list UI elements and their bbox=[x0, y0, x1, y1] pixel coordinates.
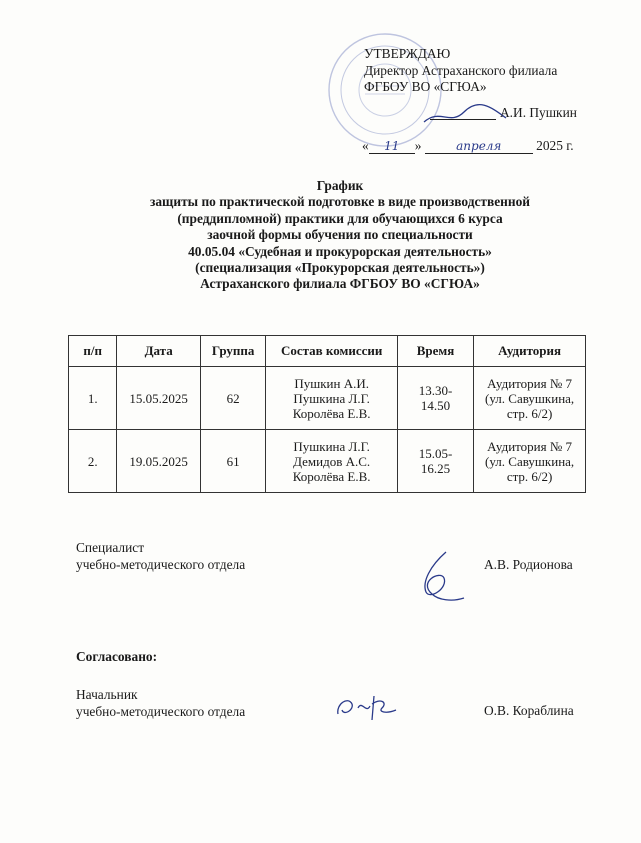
title-line: График bbox=[316, 178, 364, 193]
row-number: 1. bbox=[69, 367, 117, 430]
approval-date bbox=[362, 138, 574, 154]
head-block bbox=[76, 687, 245, 720]
specialist-block bbox=[76, 540, 245, 573]
time-end: 16.25 bbox=[420, 461, 451, 476]
column-header: п/п bbox=[69, 336, 117, 367]
director-signature-line bbox=[430, 119, 496, 120]
time-start: 15.05- bbox=[418, 446, 453, 461]
title-line: (преддипломной) практики для обучающихся 6 курса bbox=[177, 210, 503, 226]
title-line: Астраханского филиала ФГБОУ ВО «СГЮА» bbox=[200, 276, 480, 292]
table-header-row bbox=[69, 336, 586, 367]
table-row bbox=[69, 367, 586, 430]
approval-position: Директор Астраханского филиала bbox=[364, 62, 558, 78]
row-room bbox=[474, 430, 586, 493]
column-header: Аудитория bbox=[474, 336, 586, 367]
room-line: стр. 6/2) bbox=[506, 468, 553, 484]
approval-heading: УТВЕРЖДАЮ bbox=[364, 46, 451, 61]
room-line: (ул. Савушкина, bbox=[485, 390, 575, 406]
commission-member: Пушкина Л.Г. bbox=[293, 438, 370, 454]
head-title: Начальник bbox=[76, 687, 138, 702]
commission-member: Королёва Е.В. bbox=[292, 405, 371, 421]
approval-block bbox=[364, 46, 557, 96]
row-group: 62 bbox=[200, 367, 266, 430]
row-date: 15.05.2025 bbox=[117, 367, 200, 430]
commission-member: Пушкин А.И. bbox=[294, 375, 369, 391]
specialist-department: учебно-методического отдела bbox=[76, 556, 246, 572]
table-row bbox=[69, 430, 586, 493]
room-line: Аудитория № 7 bbox=[487, 375, 573, 391]
row-number: 2. bbox=[69, 430, 117, 493]
title-line: 40.05.04 «Судебная и прокурорская деятельность» bbox=[188, 243, 492, 259]
specialist-title: Специалист bbox=[76, 540, 145, 555]
column-header: Дата bbox=[117, 336, 200, 367]
time-end: 14.50 bbox=[420, 398, 451, 413]
specialist-signature-icon bbox=[408, 548, 468, 606]
approval-name: А.И. Пушкин bbox=[500, 105, 577, 120]
title-line: (специализация «Прокурорская деятельность») bbox=[195, 260, 485, 276]
row-room bbox=[474, 367, 586, 430]
room-line: стр. 6/2) bbox=[506, 405, 553, 421]
date-day: 11 bbox=[369, 139, 415, 154]
agreed-heading: Согласовано: bbox=[76, 649, 158, 664]
date-open-quote: « bbox=[362, 138, 369, 153]
commission-member: Пушкина Л.Г. bbox=[293, 390, 370, 406]
commission-member: Королёва Е.В. bbox=[292, 468, 371, 484]
document-title bbox=[60, 178, 620, 293]
head-signature-icon bbox=[332, 690, 402, 724]
row-commission bbox=[266, 430, 397, 493]
date-close-quote: » bbox=[414, 138, 422, 153]
head-name: О.В. Кораблина bbox=[484, 703, 574, 718]
date-year: 2025 г. bbox=[536, 138, 574, 153]
specialist-name: А.В. Родионова bbox=[484, 557, 573, 572]
title-line: заочной формы обучения по специальности bbox=[207, 227, 473, 243]
title-line: защиты по практической подготовке в виде производственной bbox=[149, 194, 531, 210]
room-line: Аудитория № 7 bbox=[487, 438, 573, 454]
room-line: (ул. Савушкина, bbox=[485, 453, 575, 469]
row-time bbox=[397, 367, 473, 430]
date-month: апреля bbox=[425, 139, 533, 154]
time-start: 13.30- bbox=[418, 383, 453, 398]
column-header: Состав комиссии bbox=[266, 336, 397, 367]
row-group: 61 bbox=[200, 430, 266, 493]
head-department: учебно-методического отдела bbox=[76, 703, 246, 719]
row-date: 19.05.2025 bbox=[117, 430, 200, 493]
row-commission bbox=[266, 367, 397, 430]
column-header: Время bbox=[397, 336, 473, 367]
approval-org: ФГБОУ ВО «СГЮА» bbox=[364, 79, 487, 94]
row-time bbox=[397, 430, 473, 493]
director-signature-icon bbox=[420, 100, 510, 128]
schedule-table bbox=[68, 335, 586, 493]
commission-member: Демидов А.С. bbox=[293, 453, 371, 469]
column-header: Группа bbox=[200, 336, 266, 367]
